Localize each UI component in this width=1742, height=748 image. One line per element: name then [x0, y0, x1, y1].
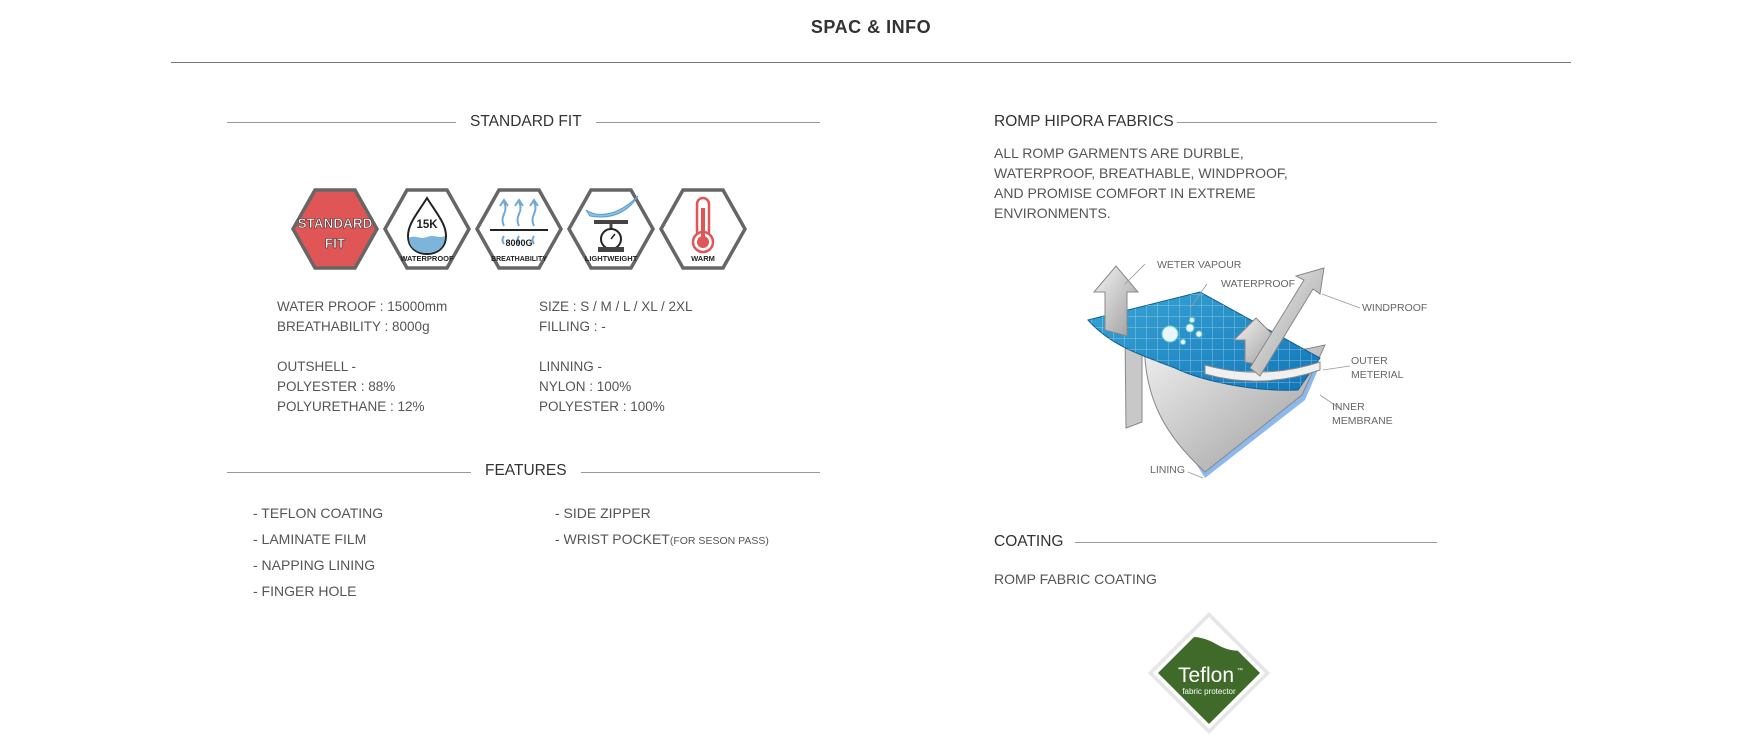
teflon-logo — [1146, 610, 1272, 736]
label-outer-1: OUTER — [1351, 355, 1388, 367]
feature-1: - TEFLON COATING — [253, 505, 384, 521]
spec-outshell-1: POLYESTER : 88% — [277, 379, 396, 394]
spec-outshell-2: POLYURETHANE : 12% — [277, 399, 425, 414]
page-title: SPAC & INFO — [810, 17, 932, 37]
teflon-sub: fabric protector — [1182, 687, 1236, 696]
fabrics-description — [994, 143, 1314, 223]
feature-4: - FINGER HOLE — [253, 583, 357, 599]
spec-list-left — [277, 297, 447, 417]
spec-outshell-title: OUTSHELL - — [277, 359, 357, 374]
fabrics-desc-line-2: WATERPROOF, BREATHABLE, WINDPROOF, — [994, 165, 1288, 181]
spec-linning-2: POLYESTER : 100% — [539, 399, 665, 414]
waterproof-badge — [385, 190, 469, 268]
waterproof-value: 15K — [416, 219, 438, 231]
spec-size: SIZE : S / M / L / XL / 2XL — [539, 299, 693, 314]
header-divider — [171, 62, 1571, 63]
feature-2: - LAMINATE FILM — [253, 531, 367, 547]
warm-badge — [661, 190, 745, 268]
standard-fit-line1: STANDARD — [297, 216, 373, 231]
coating-title: COATING — [994, 533, 1064, 550]
feature-6 — [555, 531, 769, 547]
spec-filling: FILLING : - — [539, 319, 606, 334]
label-outer-2: METERIAL — [1351, 369, 1404, 381]
features-title: FEATURES — [471, 462, 581, 480]
label-inner-2: MEMBRANE — [1332, 415, 1393, 427]
standard-fit-line2: FIT — [324, 236, 346, 251]
standard-fit-title: STANDARD FIT — [456, 113, 596, 131]
fabrics-title: ROMP HIPORA FABRICS — [994, 113, 1174, 130]
breathability-badge — [477, 190, 561, 268]
lightweight-badge — [569, 190, 653, 268]
fabrics-desc-line-4: ENVIRONMENTS. — [994, 205, 1111, 221]
feature-3: - NAPPING LINING — [253, 557, 376, 573]
waterproof-label: WATERPROOF — [400, 254, 454, 263]
spec-list-right — [539, 297, 693, 417]
thermometer-icon — [693, 198, 713, 252]
feature-6-note: (FOR SESON PASS) — [669, 535, 769, 547]
spec-waterproof: WATER PROOF : 15000mm — [277, 299, 448, 314]
label-waterproof: WATERPROOF — [1221, 278, 1296, 290]
label-lining: LINING — [1150, 464, 1186, 476]
fabrics-rule — [1177, 122, 1437, 123]
lightweight-label: LIGHTWEIGHT — [584, 254, 638, 263]
fabrics-desc-line-3: AND PROMISE COMFORT IN EXTREME — [994, 185, 1256, 201]
warm-label: WARM — [691, 254, 715, 263]
fabric-layer-diagram — [1080, 250, 1430, 485]
spec-breathability: BREATHABILITY : 8000g — [277, 319, 430, 334]
label-inner-1: INNER — [1332, 401, 1365, 413]
breathability-value: 8000G — [505, 238, 533, 248]
spec-linning-1: NYLON : 100% — [539, 379, 632, 394]
coating-subtitle: ROMP FABRIC COATING — [994, 571, 1157, 587]
feature-6-label: - WRIST POCKET — [555, 531, 670, 547]
feature-5: - SIDE ZIPPER — [555, 505, 651, 521]
coating-rule — [1075, 542, 1437, 543]
teflon-wordmark: Teflon — [1177, 664, 1235, 687]
fabrics-desc-line-1: ALL ROMP GARMENTS ARE DURBLE, — [994, 145, 1244, 161]
label-vapour: WETER VAPOUR — [1157, 259, 1242, 271]
feature-badges — [290, 186, 760, 272]
label-windproof: WINDPROOF — [1362, 302, 1428, 314]
teflon-tm: ™ — [1237, 668, 1243, 674]
standard-fit-badge — [293, 190, 377, 268]
breathability-label: BREATHABILITY — [491, 256, 547, 263]
spec-linning-title: LINNING - — [539, 359, 603, 374]
